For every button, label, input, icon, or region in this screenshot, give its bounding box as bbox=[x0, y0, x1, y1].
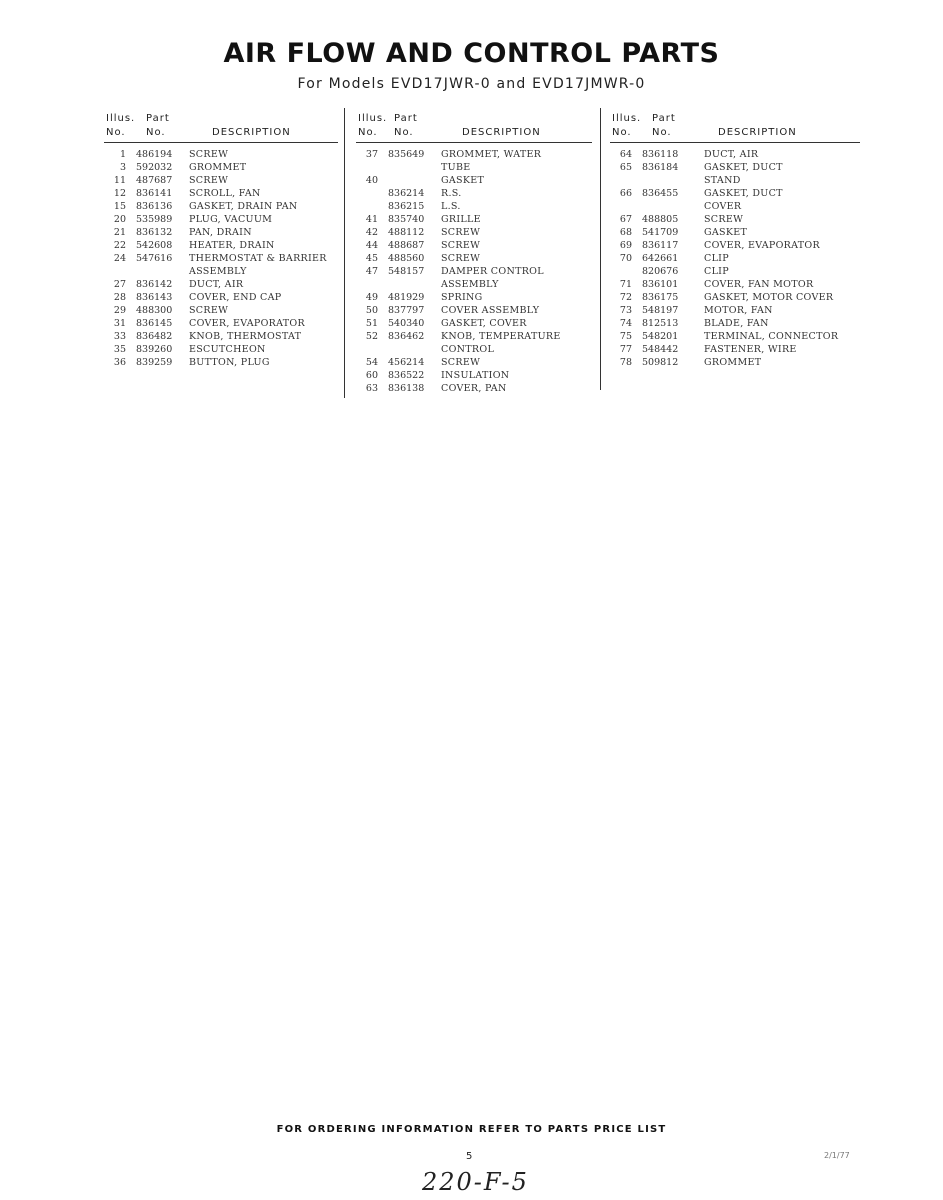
part-number: 535989 bbox=[136, 214, 173, 225]
table-row bbox=[104, 304, 338, 317]
part-description: SCREW bbox=[189, 149, 229, 160]
table-row bbox=[104, 200, 338, 213]
illus-number: 27 bbox=[113, 279, 126, 290]
part-number: 820676 bbox=[642, 266, 679, 277]
table-row bbox=[356, 239, 592, 252]
part-description: TERMINAL, CONNECTOR bbox=[704, 331, 839, 342]
table-row bbox=[356, 200, 592, 213]
table-row bbox=[610, 356, 860, 369]
header-part: Part bbox=[652, 113, 676, 124]
part-number: 836184 bbox=[642, 162, 679, 173]
illus-number: 40 bbox=[365, 175, 378, 186]
part-number: 456214 bbox=[388, 357, 425, 368]
part-number: 837797 bbox=[388, 305, 425, 316]
part-description: GASKET, DRAIN PAN bbox=[189, 201, 298, 212]
part-number: 487687 bbox=[136, 175, 173, 186]
part-number: 835740 bbox=[388, 214, 425, 225]
document-code: 2/1/77 bbox=[824, 1151, 850, 1160]
illus-number: 52 bbox=[365, 331, 378, 342]
part-description: PLUG, VACUUM bbox=[189, 214, 273, 225]
table-row bbox=[610, 161, 860, 174]
part-number: 812513 bbox=[642, 318, 679, 329]
illus-number: 11 bbox=[113, 175, 126, 186]
part-number: 836145 bbox=[136, 318, 173, 329]
header-part: Part bbox=[394, 113, 418, 124]
table-row bbox=[610, 148, 860, 161]
illus-number: 70 bbox=[619, 253, 632, 264]
part-description: HEATER, DRAIN bbox=[189, 240, 275, 251]
table-row bbox=[356, 174, 592, 187]
illus-number: 36 bbox=[113, 357, 126, 368]
part-description: GASKET bbox=[704, 227, 748, 238]
table-row bbox=[356, 382, 592, 395]
table-row bbox=[610, 278, 860, 291]
table-row bbox=[104, 174, 338, 187]
part-number: 836141 bbox=[136, 188, 173, 199]
part-description: GASKET, DUCT bbox=[704, 162, 783, 173]
part-number: 836118 bbox=[642, 149, 679, 160]
illus-number: 35 bbox=[113, 344, 126, 355]
table-row bbox=[356, 161, 592, 174]
table-row bbox=[356, 213, 592, 226]
illus-number: 63 bbox=[365, 383, 378, 394]
part-description: GASKET, COVER bbox=[441, 318, 527, 329]
table-row bbox=[356, 187, 592, 200]
ordering-footer: FOR ORDERING INFORMATION REFER TO PARTS PRICE LIST bbox=[276, 1124, 667, 1135]
illus-number: 49 bbox=[365, 292, 378, 303]
part-description: STAND bbox=[704, 175, 741, 186]
page-subtitle: For Models EVD17JWR-0 and EVD17JMWR-0 bbox=[297, 76, 646, 92]
illus-number: 31 bbox=[113, 318, 126, 329]
illus-number: 50 bbox=[365, 305, 378, 316]
illus-number: 67 bbox=[619, 214, 632, 225]
table-row bbox=[104, 356, 338, 369]
table-row bbox=[104, 161, 338, 174]
part-number: 548442 bbox=[642, 344, 679, 355]
part-description: KNOB, TEMPERATURE bbox=[441, 331, 561, 342]
part-description: GASKET, MOTOR COVER bbox=[704, 292, 834, 303]
part-number: 839259 bbox=[136, 357, 173, 368]
illus-number: 37 bbox=[365, 149, 378, 160]
part-number: 486194 bbox=[136, 149, 173, 160]
part-number: 836455 bbox=[642, 188, 679, 199]
part-number: 488300 bbox=[136, 305, 173, 316]
part-description: GASKET, DUCT bbox=[704, 188, 783, 199]
part-description: COVER, FAN MOTOR bbox=[704, 279, 814, 290]
table-row bbox=[356, 317, 592, 330]
illus-number: 54 bbox=[365, 357, 378, 368]
table-row bbox=[610, 343, 860, 356]
illus-number: 12 bbox=[113, 188, 126, 199]
parts-column-2 bbox=[356, 112, 592, 395]
part-number: 836132 bbox=[136, 227, 173, 238]
table-row bbox=[610, 226, 860, 239]
table-row bbox=[356, 278, 592, 291]
table-row bbox=[104, 265, 338, 278]
part-description: INSULATION bbox=[441, 370, 510, 381]
part-description: GASKET bbox=[441, 175, 485, 186]
table-row bbox=[104, 226, 338, 239]
table-row bbox=[104, 317, 338, 330]
illus-number: 71 bbox=[619, 279, 632, 290]
part-number: 836482 bbox=[136, 331, 173, 342]
illus-number: 3 bbox=[119, 162, 126, 173]
header-part: Part bbox=[146, 113, 170, 124]
column-header bbox=[104, 112, 338, 143]
part-description: TUBE bbox=[441, 162, 471, 173]
table-row bbox=[356, 304, 592, 317]
illus-number: 15 bbox=[113, 201, 126, 212]
table-row bbox=[610, 317, 860, 330]
handwritten-note: 220-F-5 bbox=[422, 1168, 529, 1196]
part-description: GROMMET bbox=[704, 357, 762, 368]
illus-number: 21 bbox=[113, 227, 126, 238]
part-description: SPRING bbox=[441, 292, 483, 303]
parts-list bbox=[356, 148, 592, 395]
part-description: MOTOR, FAN bbox=[704, 305, 773, 316]
table-row bbox=[610, 304, 860, 317]
illus-number: 22 bbox=[113, 240, 126, 251]
table-row bbox=[356, 265, 592, 278]
part-description: SCREW bbox=[441, 253, 481, 264]
illus-number: 60 bbox=[365, 370, 378, 381]
part-description: SCREW bbox=[441, 357, 481, 368]
part-number: 548201 bbox=[642, 331, 679, 342]
part-description: GROMMET, WATER bbox=[441, 149, 542, 160]
illus-number: 42 bbox=[365, 227, 378, 238]
part-number: 836175 bbox=[642, 292, 679, 303]
part-description: ESCUTCHEON bbox=[189, 344, 266, 355]
table-row bbox=[610, 252, 860, 265]
part-number: 548197 bbox=[642, 305, 679, 316]
part-number: 836215 bbox=[388, 201, 425, 212]
part-number: 509812 bbox=[642, 357, 679, 368]
part-description: COVER, EVAPORATOR bbox=[189, 318, 305, 329]
table-row bbox=[104, 239, 338, 252]
illus-number: 1 bbox=[119, 149, 126, 160]
header-description: DESCRIPTION bbox=[718, 127, 797, 138]
part-description: CONTROL bbox=[441, 344, 495, 355]
parts-list bbox=[104, 148, 338, 369]
illus-number: 68 bbox=[619, 227, 632, 238]
part-description: BLADE, FAN bbox=[704, 318, 769, 329]
table-row bbox=[104, 148, 338, 161]
table-row bbox=[356, 330, 592, 343]
header-illus-no: No. bbox=[612, 127, 632, 138]
part-number: 542608 bbox=[136, 240, 173, 251]
header-illus: Illus. bbox=[612, 113, 642, 124]
part-number: 488687 bbox=[388, 240, 425, 251]
part-description: SCREW bbox=[441, 240, 481, 251]
table-row bbox=[104, 330, 338, 343]
illus-number: 77 bbox=[619, 344, 632, 355]
part-description: DUCT, AIR bbox=[189, 279, 244, 290]
header-illus: Illus. bbox=[358, 113, 388, 124]
part-number: 540340 bbox=[388, 318, 425, 329]
table-row bbox=[356, 291, 592, 304]
table-row bbox=[104, 343, 338, 356]
part-description: SCREW bbox=[189, 305, 229, 316]
table-row bbox=[356, 148, 592, 161]
illus-number: 45 bbox=[365, 253, 378, 264]
table-row bbox=[104, 252, 338, 265]
illus-number: 65 bbox=[619, 162, 632, 173]
illus-number: 47 bbox=[365, 266, 378, 277]
table-row bbox=[104, 278, 338, 291]
illus-number: 41 bbox=[365, 214, 378, 225]
part-description: GRILLE bbox=[441, 214, 481, 225]
table-row bbox=[610, 239, 860, 252]
table-row bbox=[610, 265, 860, 278]
part-description: ASSEMBLY bbox=[189, 266, 247, 277]
header-part-no: No. bbox=[652, 127, 672, 138]
part-description: ASSEMBLY bbox=[441, 279, 499, 290]
column-divider bbox=[600, 108, 601, 390]
illus-number: 74 bbox=[619, 318, 632, 329]
page-title: AIR FLOW AND CONTROL PARTS bbox=[223, 38, 720, 69]
page-number: 5 bbox=[466, 1151, 473, 1162]
column-header bbox=[610, 112, 860, 143]
illus-number: 73 bbox=[619, 305, 632, 316]
part-description: COVER, END CAP bbox=[189, 292, 282, 303]
illus-number: 78 bbox=[619, 357, 632, 368]
parts-list bbox=[610, 148, 860, 369]
column-divider bbox=[344, 108, 345, 398]
illus-number: 33 bbox=[113, 331, 126, 342]
parts-column-3 bbox=[610, 112, 860, 369]
parts-column-1 bbox=[104, 112, 338, 369]
table-row bbox=[610, 187, 860, 200]
part-description: DAMPER CONTROL bbox=[441, 266, 544, 277]
part-number: 836142 bbox=[136, 279, 173, 290]
illus-number: 69 bbox=[619, 240, 632, 251]
part-number: 488560 bbox=[388, 253, 425, 264]
header-description: DESCRIPTION bbox=[462, 127, 541, 138]
header-illus: Illus. bbox=[106, 113, 136, 124]
part-description: COVER, EVAPORATOR bbox=[704, 240, 820, 251]
column-header bbox=[356, 112, 592, 143]
part-number: 548157 bbox=[388, 266, 425, 277]
header-illus-no: No. bbox=[106, 127, 126, 138]
part-description: SCROLL, FAN bbox=[189, 188, 261, 199]
part-description: L.S. bbox=[441, 201, 461, 212]
table-row bbox=[610, 213, 860, 226]
part-number: 592032 bbox=[136, 162, 173, 173]
illus-number: 44 bbox=[365, 240, 378, 251]
table-row bbox=[356, 369, 592, 382]
part-number: 642661 bbox=[642, 253, 679, 264]
part-number: 836101 bbox=[642, 279, 679, 290]
part-description: PAN, DRAIN bbox=[189, 227, 252, 238]
illus-number: 24 bbox=[113, 253, 126, 264]
illus-number: 66 bbox=[619, 188, 632, 199]
part-description: FASTENER, WIRE bbox=[704, 344, 797, 355]
part-number: 839260 bbox=[136, 344, 173, 355]
part-description: COVER bbox=[704, 201, 742, 212]
part-number: 481929 bbox=[388, 292, 425, 303]
header-part-no: No. bbox=[146, 127, 166, 138]
table-row bbox=[610, 291, 860, 304]
header-part-no: No. bbox=[394, 127, 414, 138]
table-row bbox=[104, 187, 338, 200]
table-row bbox=[356, 356, 592, 369]
part-description: CLIP bbox=[704, 253, 729, 264]
part-description: KNOB, THERMOSTAT bbox=[189, 331, 302, 342]
table-row bbox=[610, 330, 860, 343]
part-number: 836117 bbox=[642, 240, 679, 251]
part-number: 836214 bbox=[388, 188, 425, 199]
table-row bbox=[104, 213, 338, 226]
header-description: DESCRIPTION bbox=[212, 127, 291, 138]
table-row bbox=[356, 343, 592, 356]
part-description: SCREW bbox=[441, 227, 481, 238]
illus-number: 28 bbox=[113, 292, 126, 303]
part-number: 836138 bbox=[388, 383, 425, 394]
part-description: BUTTON, PLUG bbox=[189, 357, 270, 368]
illus-number: 51 bbox=[365, 318, 378, 329]
part-number: 541709 bbox=[642, 227, 679, 238]
part-description: DUCT, AIR bbox=[704, 149, 759, 160]
part-number: 836462 bbox=[388, 331, 425, 342]
table-row bbox=[610, 174, 860, 187]
illus-number: 75 bbox=[619, 331, 632, 342]
table-row bbox=[356, 226, 592, 239]
table-row bbox=[104, 291, 338, 304]
header-illus-no: No. bbox=[358, 127, 378, 138]
part-number: 488112 bbox=[388, 227, 425, 238]
part-number: 836136 bbox=[136, 201, 173, 212]
part-description: R.S. bbox=[441, 188, 462, 199]
part-number: 835649 bbox=[388, 149, 425, 160]
illus-number: 29 bbox=[113, 305, 126, 316]
part-number: 547616 bbox=[136, 253, 173, 264]
part-description: COVER, PAN bbox=[441, 383, 507, 394]
table-row bbox=[356, 252, 592, 265]
part-description: SCREW bbox=[704, 214, 744, 225]
illus-number: 64 bbox=[619, 149, 632, 160]
table-row bbox=[610, 200, 860, 213]
part-number: 488805 bbox=[642, 214, 679, 225]
part-number: 836522 bbox=[388, 370, 425, 381]
part-description: COVER ASSEMBLY bbox=[441, 305, 540, 316]
part-description: CLIP bbox=[704, 266, 729, 277]
illus-number: 72 bbox=[619, 292, 632, 303]
illus-number: 20 bbox=[113, 214, 126, 225]
part-description: SCREW bbox=[189, 175, 229, 186]
part-description: THERMOSTAT & BARRIER bbox=[189, 253, 327, 264]
part-number: 836143 bbox=[136, 292, 173, 303]
part-description: GROMMET bbox=[189, 162, 247, 173]
